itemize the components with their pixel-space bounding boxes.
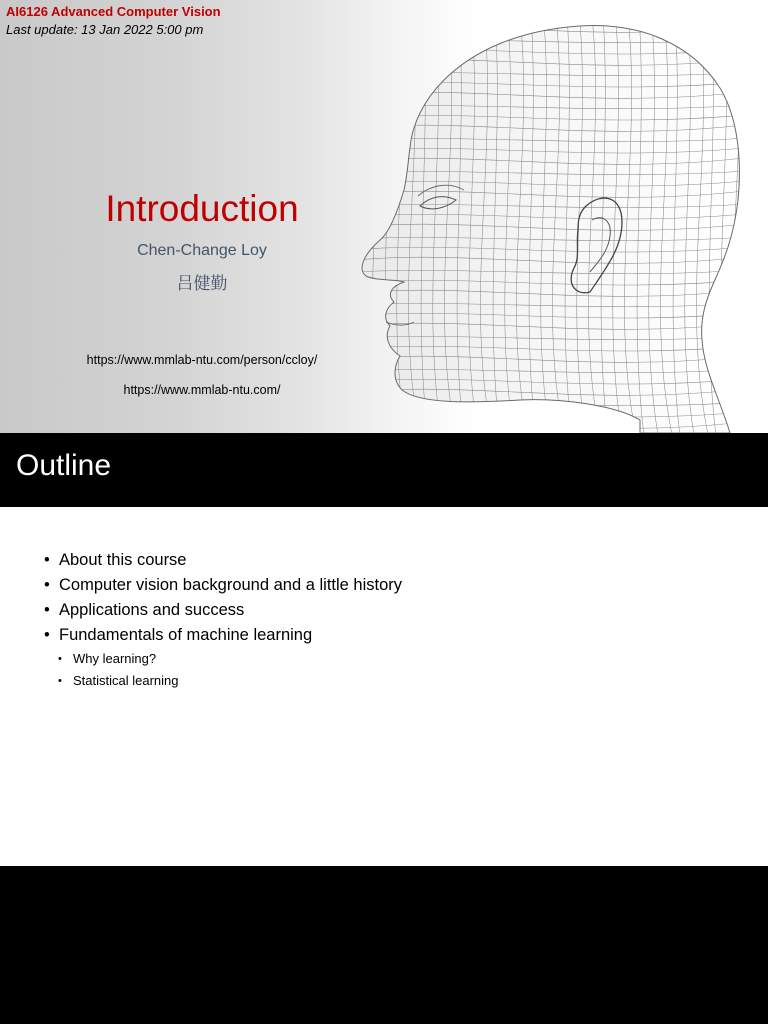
personal-homepage-link[interactable]: https://www.mmlab-ntu.com/person/ccloy/ — [86, 353, 318, 367]
last-update-text: Last update: 13 Jan 2022 5:00 pm — [6, 22, 204, 37]
sub-list-item: • Why learning? — [58, 651, 157, 666]
sub-list-item-text: Statistical learning — [73, 673, 179, 688]
author-name-cjk: 吕健勤 — [176, 274, 228, 293]
sub-outline-list — [58, 648, 416, 692]
outline-title: Outline — [16, 449, 112, 482]
sub-list-item: • Statistical learning — [58, 673, 179, 688]
list-item: • About this course — [44, 551, 187, 569]
list-item-text: Applications and success — [59, 601, 245, 619]
title-slide — [0, 0, 768, 433]
viewer-background — [0, 866, 768, 1024]
lab-homepage-link[interactable]: https://www.mmlab-ntu.com/ — [123, 383, 281, 397]
sub-list-item-text: Why learning? — [73, 651, 157, 666]
slide-title: Introduction — [105, 188, 299, 229]
wireframe-head-image — [340, 0, 768, 433]
slide-header-bar — [0, 433, 768, 507]
author-name: Chen-Change Loy — [137, 242, 267, 259]
list-item: • Computer vision background and a little history — [44, 576, 403, 594]
sub-list-container — [44, 648, 402, 692]
list-item-text: About this course — [59, 551, 187, 569]
list-item-text: Computer vision background and a little history — [59, 576, 403, 594]
list-item: • Fundamentals of machine learning — [44, 626, 313, 644]
outline-slide — [0, 433, 768, 866]
list-item-text: Fundamentals of machine learning — [59, 626, 313, 644]
list-item: • Applications and success — [44, 601, 245, 619]
outline-list — [44, 548, 402, 692]
course-label: AI6126 Advanced Computer Vision — [6, 4, 221, 19]
